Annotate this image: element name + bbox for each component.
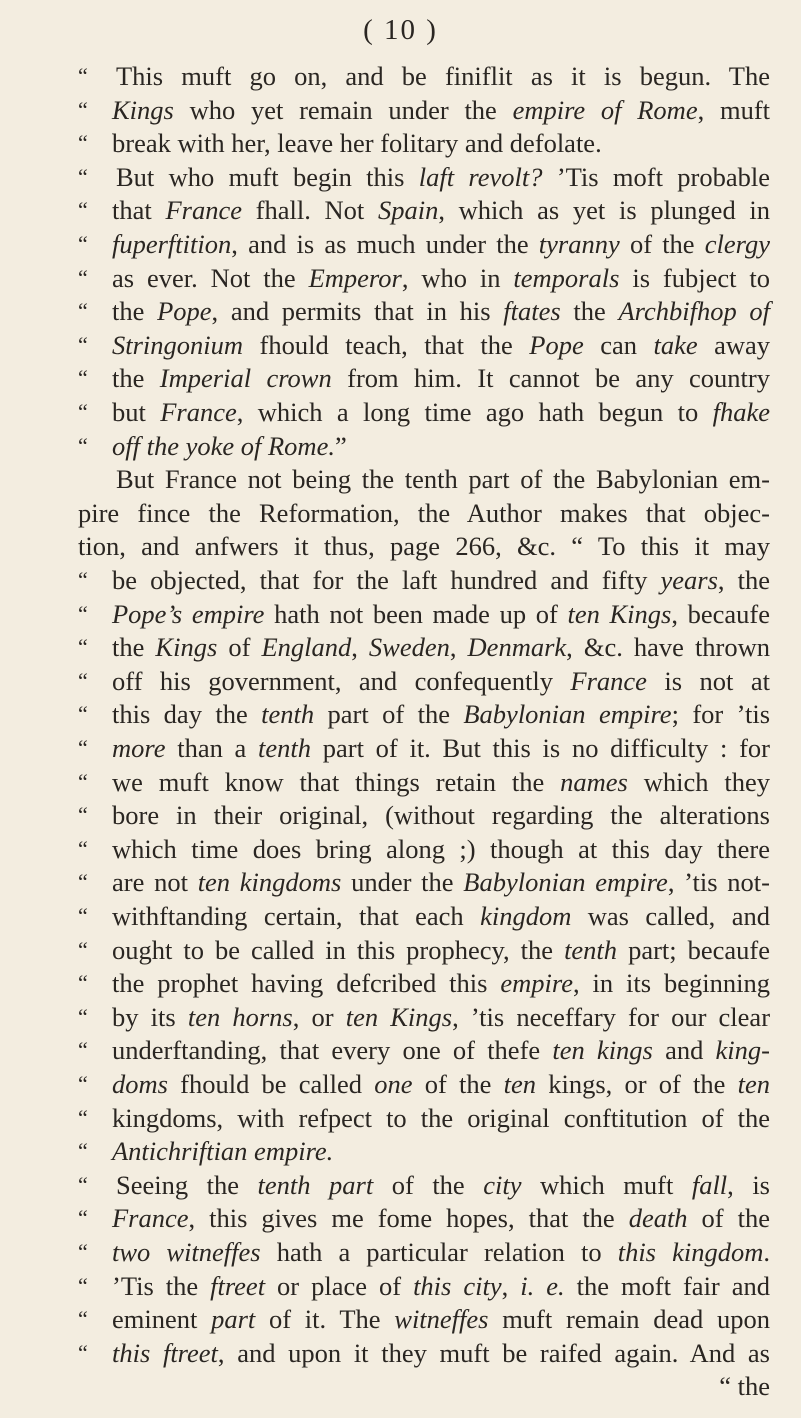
text-line (0, 1133, 801, 1169)
line-text (112, 898, 770, 934)
text-line (0, 226, 801, 262)
roman-text: Seeing the (116, 1169, 258, 1200)
text-line (0, 92, 801, 128)
line-text (112, 1368, 770, 1404)
roman-text: of (217, 632, 262, 663)
italic-text: temporals (513, 262, 620, 293)
italic-text: ftates (503, 296, 561, 327)
text-line (0, 1167, 801, 1203)
italic-text: take (653, 329, 698, 360)
roman-text: part of it. But this is no difficulty : for (311, 733, 770, 763)
line-text (112, 730, 770, 766)
roman-text: fhall. Not (241, 195, 378, 226)
italic-text: Spain (377, 195, 439, 226)
quote-mark: “ (78, 1037, 88, 1063)
roman-text: which time does bring along ;) though at this day there (112, 833, 770, 864)
text-line (0, 293, 801, 329)
roman-text: away (697, 329, 770, 360)
quote-mark: “ (78, 298, 88, 324)
roman-text: kings, or of the (536, 1069, 738, 1099)
roman-text: , ’tis neceffary for our clear (452, 1001, 771, 1032)
roman-text: , is (727, 1169, 770, 1200)
quote-mark: “ (78, 768, 88, 794)
text-line (0, 764, 801, 800)
roman-text: ’Tis moft probable (542, 161, 771, 192)
quote-mark: “ (78, 1272, 88, 1298)
roman-text: tion, and anfwers it thus, page 266, &c. “ To this it may (78, 531, 770, 562)
roman-text: This muft go on, and be finiflit as it is begun. The (116, 61, 770, 91)
roman-text: is fubject to (619, 262, 770, 293)
quote-mark: “ (78, 634, 88, 660)
page-number: ( 10 ) (363, 14, 438, 46)
roman-text: and (652, 1035, 716, 1066)
italic-text: ten Kings (567, 598, 672, 629)
text-line (0, 562, 801, 598)
roman-text: , (351, 632, 369, 663)
roman-text: that (112, 195, 166, 226)
text-line (0, 831, 801, 867)
roman-text: , muft (697, 94, 771, 125)
italic-text: ten (737, 1069, 771, 1099)
italic-text: Emperor (308, 262, 402, 293)
quote-mark: “ (78, 1104, 88, 1130)
italic-text: this kingdom (617, 1237, 764, 1267)
text-line (0, 1032, 801, 1068)
italic-text: tyranny (538, 229, 620, 259)
roman-text: muft remain dead upon (488, 1304, 770, 1335)
text-line (0, 360, 801, 396)
italic-text: kingdom (480, 901, 572, 931)
italic-text: this ftreet (112, 1337, 218, 1368)
line-text (112, 831, 770, 867)
roman-text: , and permits that in his (211, 296, 504, 327)
line-text (112, 1234, 770, 1270)
roman-text: , which a long time ago hath begun to (236, 397, 713, 427)
text-line (0, 192, 801, 228)
text-line (0, 1268, 801, 1304)
text-line (0, 1234, 801, 1270)
line-text (112, 999, 770, 1035)
italic-text: ten horns (187, 1001, 293, 1032)
text-line (0, 1368, 801, 1404)
roman-text: we muft know that things retain the (112, 766, 561, 797)
italic-text: France (112, 1203, 189, 1234)
italic-text: Babylonian empire (463, 867, 668, 898)
roman-text: ” (334, 430, 347, 461)
italic-text: part (211, 1304, 256, 1335)
italic-text: Babylonian empire (463, 699, 672, 730)
roman-text: by its (112, 1001, 188, 1032)
roman-text: from him. It cannot be any country (331, 363, 770, 394)
line-text (112, 764, 770, 800)
line-text (112, 1066, 770, 1102)
roman-text: kingdoms, with refpect to the original conftitution of the (112, 1102, 770, 1133)
quote-mark: “ (78, 432, 88, 458)
text-line (0, 1335, 801, 1371)
italic-text: Sweden (368, 632, 450, 663)
quote-mark: “ (78, 63, 88, 88)
roman-text: was called, and (571, 901, 770, 931)
line-text (112, 696, 770, 732)
italic-text: years (660, 565, 718, 595)
line-text (112, 260, 770, 296)
roman-text: off his government, and confequently (112, 665, 571, 696)
roman-text: which they (627, 766, 771, 797)
italic-text: empire of Rome (512, 94, 698, 125)
quote-mark: “ (78, 667, 88, 693)
roman-text: , &c. have thrown (566, 632, 771, 663)
italic-text: fhake (712, 397, 770, 427)
italic-text: ten kingdoms (197, 867, 342, 898)
quote-mark: “ (78, 869, 88, 895)
italic-text: tenth (261, 699, 315, 730)
italic-text: ftreet (210, 1270, 266, 1301)
line-text (112, 394, 770, 430)
roman-text: the (112, 296, 158, 327)
text-line (0, 1200, 801, 1236)
line-text (112, 562, 770, 598)
roman-text: ’Tis the (112, 1270, 211, 1301)
roman-text: , and upon it they muft be raifed again. And as (217, 1337, 770, 1368)
line-text (112, 629, 770, 665)
line-text (112, 327, 770, 363)
quote-mark: “ (78, 130, 88, 156)
quote-mark: “ (78, 399, 88, 424)
line-text (112, 1100, 770, 1136)
line-text (112, 428, 770, 464)
italic-text: Kings (155, 632, 218, 663)
text-line (0, 864, 801, 900)
line-text (116, 58, 770, 94)
italic-text: Archbifhop of (618, 296, 771, 327)
line-text (116, 159, 770, 195)
italic-text: this city (413, 1270, 502, 1301)
roman-text: fhould teach, that the (243, 329, 530, 360)
line-text (112, 226, 770, 262)
italic-text: fall (691, 1169, 728, 1200)
line-text (78, 495, 770, 531)
roman-text: of the (619, 229, 705, 259)
roman-text: the (560, 296, 619, 327)
roman-text: , who in (401, 262, 514, 293)
roman-text: or place of (265, 1270, 414, 1301)
quote-mark: “ (78, 835, 88, 861)
italic-text: tenth (258, 733, 312, 763)
text-line (0, 327, 801, 363)
roman-text: than a (165, 733, 259, 763)
quote-mark: “ (78, 1239, 88, 1264)
quote-mark: “ (78, 1071, 88, 1096)
text-line (0, 797, 801, 833)
italic-text: Pope (529, 329, 584, 360)
roman-text: eminent (112, 1304, 212, 1335)
italic-text: Antichriftian empire. (112, 1136, 334, 1167)
line-text (112, 663, 770, 699)
quote-mark: “ (78, 231, 88, 256)
italic-text: Pope’s empire (112, 598, 265, 629)
line-text (112, 1301, 770, 1337)
text-line (0, 260, 801, 296)
italic-text: Pope (157, 296, 212, 327)
line-text (112, 1032, 770, 1068)
line-text (112, 1268, 770, 1304)
italic-text: empire (500, 968, 573, 999)
text-line (0, 730, 801, 766)
roman-text: the (112, 632, 156, 663)
italic-text: i. e. (520, 1270, 565, 1301)
quote-mark: “ (78, 264, 88, 290)
roman-text: hath not been made up of (264, 598, 568, 629)
roman-text: , (501, 1270, 521, 1301)
line-text (112, 1133, 770, 1169)
roman-text: of the (373, 1169, 484, 1200)
roman-text: this day the (112, 699, 262, 730)
text-line (0, 495, 801, 531)
roman-text: , (449, 632, 468, 663)
text-line (0, 58, 801, 94)
roman-text: “ the (719, 1371, 770, 1402)
italic-text: Stringonium (112, 329, 244, 360)
italic-text: one (374, 1069, 413, 1099)
italic-text: more (112, 733, 166, 763)
roman-text: , which as yet is plunged in (438, 195, 771, 226)
text-line (0, 1100, 801, 1136)
text-line (0, 528, 801, 564)
roman-text: , the (717, 565, 771, 595)
roman-text: the moft fair and (564, 1270, 771, 1301)
line-text (112, 596, 770, 632)
roman-text: pire fince the Reformation, the Author makes that objec- (78, 497, 770, 528)
text-line (0, 898, 801, 934)
roman-text: which muft (521, 1169, 692, 1200)
roman-text: underftanding, that every one of thefe (112, 1035, 553, 1066)
text-line (0, 394, 801, 430)
roman-text: part of the (314, 699, 464, 730)
roman-text: of the (412, 1069, 504, 1099)
italic-text: doms (112, 1069, 168, 1099)
text-line (0, 629, 801, 665)
roman-text: as ever. Not the (112, 262, 309, 293)
line-text (112, 92, 770, 128)
text-line (0, 663, 801, 699)
roman-text: is not at (646, 665, 770, 696)
italic-text: Denmark (467, 632, 567, 663)
roman-text: hath a particular relation to (260, 1237, 618, 1267)
text-line (0, 696, 801, 732)
roman-text: be objected, that for the laft hundred and fifty (112, 565, 661, 595)
line-text (112, 932, 770, 968)
roman-text: are not (112, 867, 198, 898)
italic-text: king- (715, 1035, 770, 1066)
roman-text: , in its beginning (572, 968, 770, 999)
italic-text: laft revolt? (418, 161, 543, 192)
italic-text: city (483, 1169, 522, 1200)
text-line (0, 125, 801, 161)
quote-mark: “ (78, 1306, 88, 1332)
italic-text: Kings (112, 94, 174, 125)
line-text (112, 797, 770, 833)
quote-mark: “ (78, 1138, 88, 1164)
text-line (0, 999, 801, 1035)
quote-mark: “ (78, 1003, 88, 1029)
roman-text: . (763, 1237, 770, 1267)
roman-text: break with her, leave her folitary and defolate. (112, 128, 602, 159)
roman-text: , ’tis not- (667, 867, 770, 898)
italic-text: England (261, 632, 352, 663)
quote-mark: “ (78, 331, 88, 357)
roman-text: , this gives me fome hopes, that the (188, 1203, 629, 1234)
text-line (0, 1301, 801, 1337)
roman-text: but (112, 397, 161, 427)
italic-text: fuperftition (112, 229, 232, 259)
italic-text: ten Kings (345, 1001, 453, 1032)
italic-text: clergy (704, 229, 770, 259)
roman-text: But France not being the tenth part of the Babylonian em- (116, 464, 770, 495)
text-line (0, 932, 801, 968)
roman-text: But who muft begin this (116, 161, 419, 192)
quote-mark: “ (78, 1171, 88, 1197)
quote-mark: “ (78, 936, 88, 962)
roman-text: who yet remain under the (173, 94, 513, 125)
line-text (112, 965, 770, 1001)
roman-text: , or (292, 1001, 346, 1032)
quote-mark: “ (78, 600, 88, 626)
quote-mark: “ (78, 802, 88, 828)
line-text (112, 360, 770, 396)
italic-text: tenth part (257, 1169, 374, 1200)
italic-text: off the yoke of Rome. (112, 430, 335, 461)
text-line (0, 1066, 801, 1102)
line-text (112, 1200, 770, 1236)
text-line (0, 428, 801, 464)
roman-text: fhould be called (167, 1069, 375, 1099)
roman-text: , and is as much under the (231, 229, 539, 259)
quote-mark: “ (78, 701, 88, 727)
line-text (112, 864, 770, 900)
roman-text: of it. The (255, 1304, 395, 1335)
quote-mark: “ (78, 1339, 88, 1365)
italic-text: death (628, 1203, 688, 1234)
line-text (112, 293, 770, 329)
italic-text: witneffes (394, 1304, 489, 1335)
text-line (0, 596, 801, 632)
text-line (0, 461, 801, 497)
roman-text: the prophet having defcribed this (112, 968, 501, 999)
roman-text: withftanding certain, that each (112, 901, 481, 931)
quote-mark: “ (78, 163, 88, 189)
line-text (112, 125, 770, 161)
italic-text: tenth (564, 934, 618, 965)
quote-mark: “ (78, 735, 88, 760)
italic-text: ten kings (552, 1035, 653, 1066)
roman-text: of the (687, 1203, 770, 1234)
quote-mark: “ (78, 365, 88, 391)
italic-text: ten (503, 1069, 536, 1099)
roman-text: the (112, 363, 160, 394)
quote-mark: “ (78, 197, 88, 223)
text-line (0, 965, 801, 1001)
italic-text: Imperial crown (159, 363, 332, 394)
quote-mark: “ (78, 96, 88, 122)
quote-mark: “ (78, 567, 88, 592)
line-text (112, 1335, 770, 1371)
roman-text: bore in their original, (without regarding the alterations (112, 800, 770, 831)
text-line (0, 159, 801, 195)
quote-mark: “ (78, 903, 88, 928)
roman-text: part; becaufe (617, 934, 771, 965)
italic-text: France (165, 195, 242, 226)
roman-text: under the (341, 867, 464, 898)
line-text (78, 528, 770, 564)
roman-text: ; for ’tis (671, 699, 771, 730)
line-text (116, 1167, 770, 1203)
line-text (112, 192, 770, 228)
roman-text: , becaufe (671, 598, 771, 629)
italic-text: two witneffes (112, 1237, 261, 1267)
italic-text: France (570, 665, 647, 696)
roman-text: ought to be called in this prophecy, the (112, 934, 565, 965)
italic-text: France (160, 397, 237, 427)
quote-mark: “ (78, 970, 88, 996)
line-text (116, 461, 770, 497)
roman-text: can (583, 329, 654, 360)
italic-text: names (560, 766, 628, 797)
quote-mark: “ (78, 1205, 88, 1231)
